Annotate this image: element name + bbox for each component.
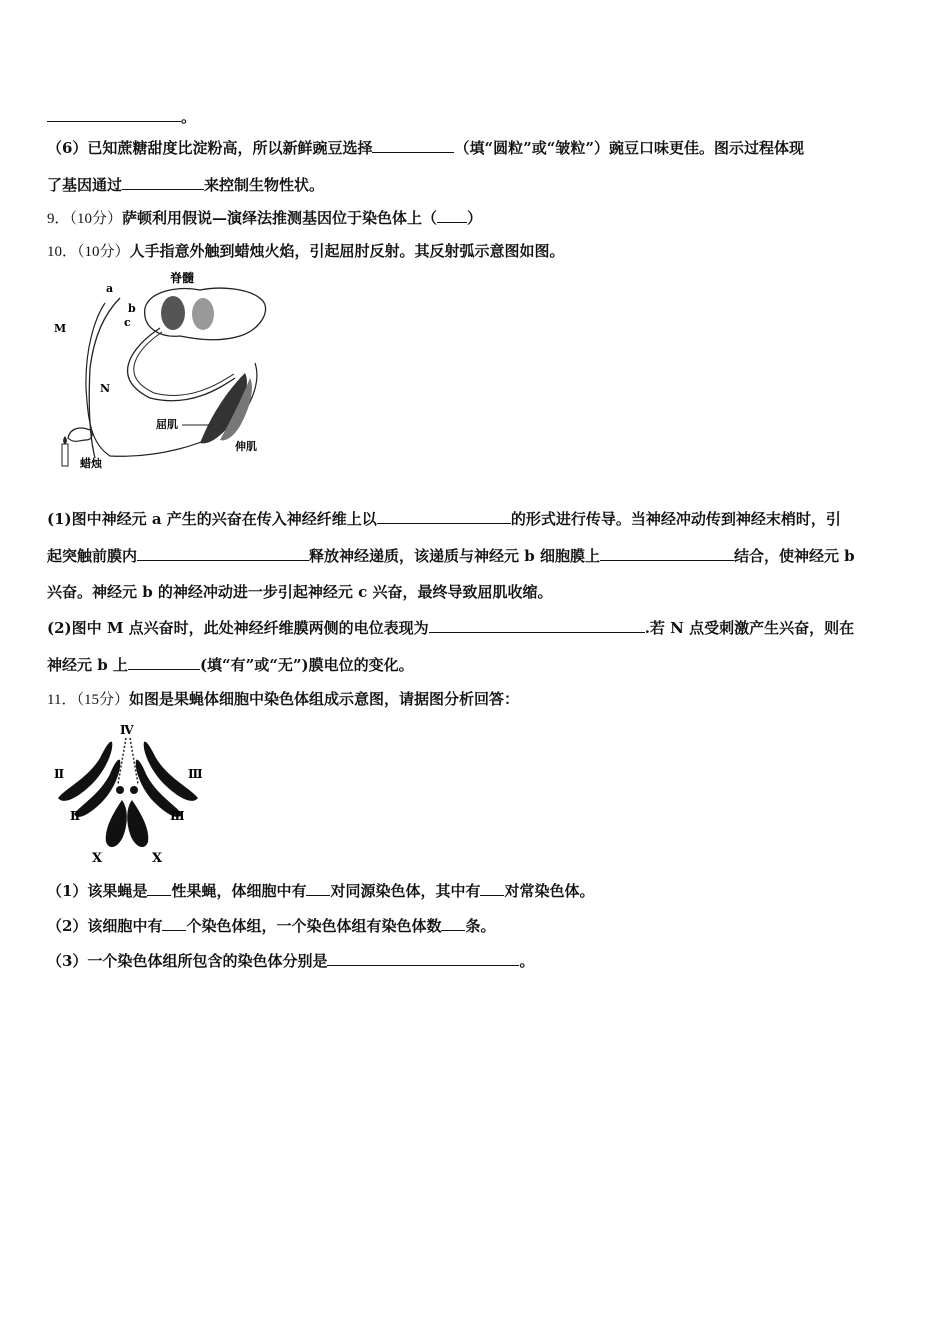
- label-x-right: X: [152, 851, 163, 866]
- label-candle: 蜡烛: [80, 457, 102, 470]
- efferent-nerve-inner: [134, 332, 234, 395]
- question-10: 10．（10分）人手指意外触到蜡烛火焰，引起屈肘反射。其反射弧示意图如图。: [47, 242, 565, 260]
- label-m: M: [54, 322, 67, 335]
- label-iv: Ⅳ: [120, 723, 134, 737]
- label-a: a: [106, 282, 114, 295]
- label-extensor: 伸肌: [235, 440, 257, 453]
- label-c: c: [124, 316, 131, 329]
- answer-blank[interactable]: [137, 545, 309, 561]
- chromosome-dot: [116, 786, 124, 794]
- text-line: 神经元 b 上 (填“有”或“无”)膜电位的变化。: [47, 656, 414, 674]
- answer-blank[interactable]: [128, 654, 200, 670]
- text-line: (2)图中 M 点兴奋时，此处神经纤维膜两侧的电位表现为 .若 N 点受刺激产生兴奋，则在: [47, 619, 855, 637]
- answer-blank[interactable]: [429, 617, 645, 633]
- label-ii-bottom: Ⅱ: [70, 809, 81, 823]
- answer-blank[interactable]: [327, 950, 519, 966]
- afferent-nerve: [89, 298, 120, 458]
- answer-blank[interactable]: [437, 207, 467, 223]
- chromosome-figure: [48, 718, 208, 866]
- label-n: N: [100, 382, 111, 395]
- answer-blank[interactable]: [306, 880, 330, 896]
- label-flexor: 屈肌: [156, 418, 178, 431]
- label-iii-right: Ⅲ: [188, 767, 203, 781]
- text-line: (1)图中神经元 a 产生的兴奋在传入神经纤维上以 的形式进行传导。当神经冲动传到神经末梢时，引: [47, 510, 841, 528]
- answer-blank[interactable]: [47, 106, 181, 122]
- flame-shape: [63, 436, 67, 444]
- answer-blank[interactable]: [147, 880, 171, 896]
- answer-blank[interactable]: [377, 508, 511, 524]
- chromosome-dot: [130, 786, 138, 794]
- label-ii-left: Ⅱ: [54, 767, 65, 781]
- hand-shape: [68, 428, 92, 441]
- label-b: b: [128, 302, 136, 315]
- chromosome-x-right: [127, 800, 148, 847]
- reflex-arc-figure: [50, 268, 270, 473]
- text-line: （6）已知蔗糖甜度比淀粉高，所以新鲜豌豆选择 （填“圆粒”或“皱粒”）豌豆口味更佳。图示过程体现: [47, 139, 804, 157]
- question-9: 9．（10分）萨顿利用假说—演绎法推测基因位于染色体上（ ）: [47, 209, 483, 227]
- answer-blank[interactable]: [441, 915, 465, 931]
- text-line: （2）该细胞中有 个染色体组，一个染色体组有染色体数 条。: [47, 917, 496, 935]
- question-11: 11．（15分）如图是果蝇体细胞中染色体组成示意图，请据图分析回答：: [47, 690, 519, 708]
- answer-blank[interactable]: [122, 174, 204, 190]
- answer-blank[interactable]: [600, 545, 734, 561]
- label-x-left: X: [92, 851, 103, 866]
- text-line: 了基因通过 来控制生物性状。: [47, 176, 325, 194]
- text-line: （3）一个染色体组所包含的染色体分别是 。: [47, 952, 535, 970]
- text-line: （1）该果蝇是 性果蝇，体细胞中有 对同源染色体，其中有 对常染色体。: [47, 882, 595, 900]
- gray-matter-right: [192, 298, 214, 330]
- gray-matter-left: [161, 296, 185, 330]
- text-line: 起突触前膜内 释放神经递质，该递质与神经元 b 细胞膜上 结合，使神经元 b: [47, 547, 855, 565]
- answer-blank[interactable]: [162, 915, 186, 931]
- answer-blank[interactable]: [480, 880, 504, 896]
- answer-blank[interactable]: [372, 137, 454, 153]
- spinal-cord-label: 脊髓: [170, 271, 195, 285]
- label-iii-bottom: Ⅲ: [170, 809, 185, 823]
- chromosome-x-left: [106, 800, 127, 847]
- text-line: 兴奋。神经元 b 的神经冲动进一步引起神经元 c 兴奋，最终导致屈肌收缩。: [47, 583, 553, 601]
- candle-shape: [62, 444, 68, 466]
- text-line: 。: [47, 106, 196, 127]
